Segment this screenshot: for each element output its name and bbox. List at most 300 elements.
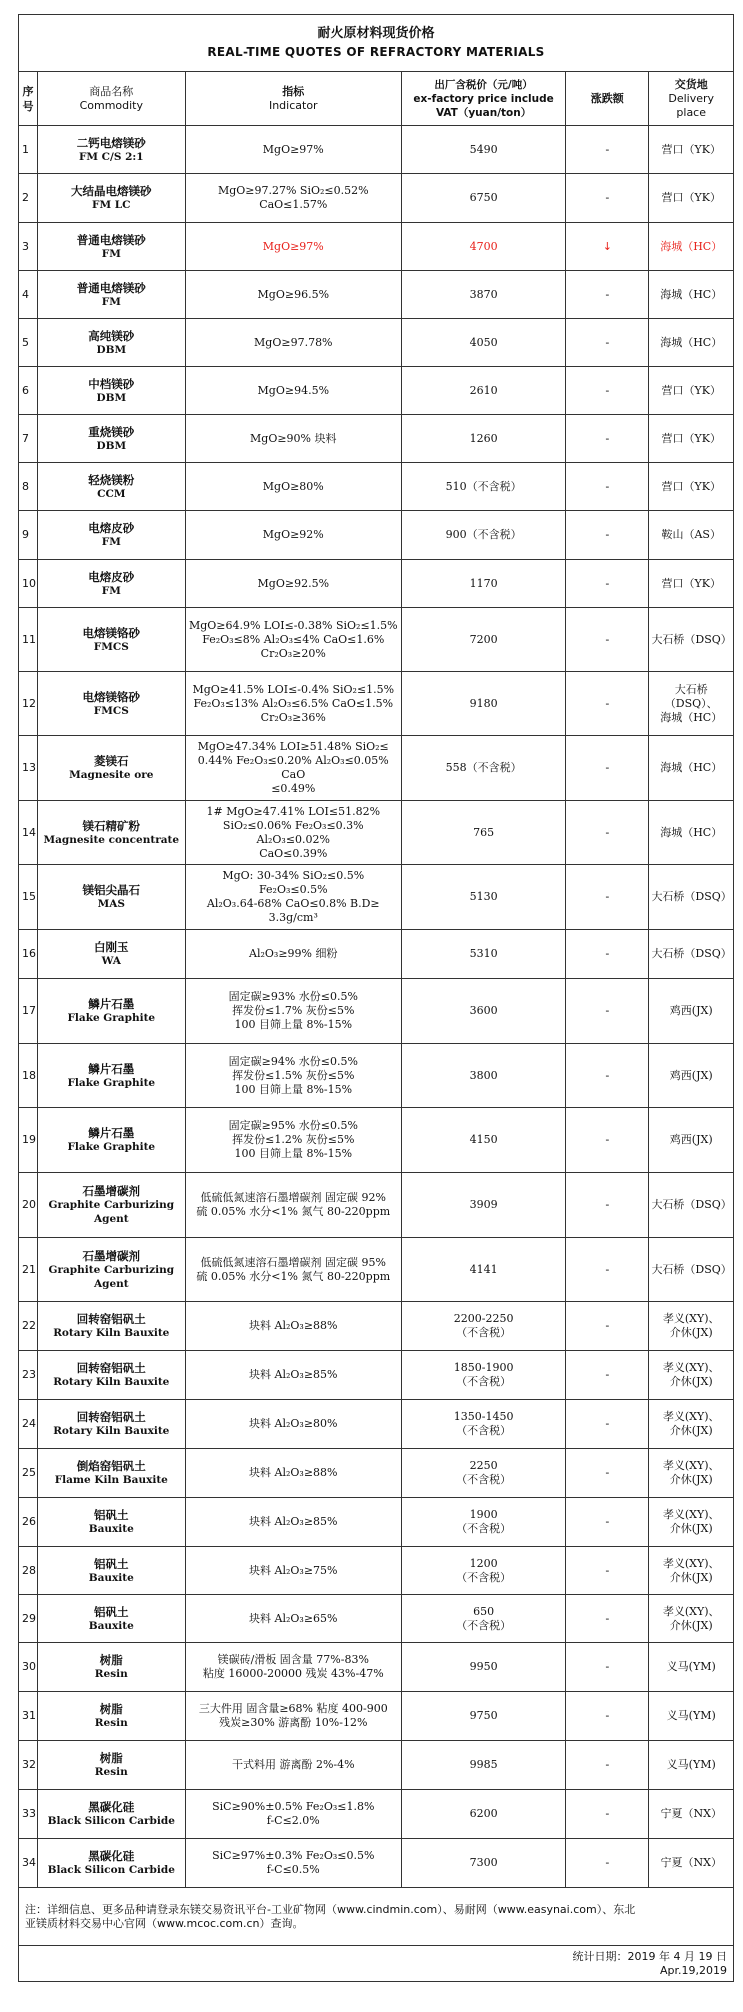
indicator-cell bbox=[185, 463, 401, 511]
row-number-text: 21 bbox=[22, 1262, 36, 1276]
table-row bbox=[19, 367, 734, 415]
change-cell bbox=[566, 560, 649, 608]
note bbox=[19, 1888, 734, 1946]
table-row bbox=[19, 174, 734, 223]
delivery-place-cell bbox=[649, 1790, 734, 1839]
indicator-line: 块料 Al₂O₃≥85% bbox=[249, 1368, 338, 1381]
row-number-text: 31 bbox=[22, 1709, 36, 1722]
table-row bbox=[19, 1044, 734, 1108]
price-line: 1200 bbox=[469, 1556, 498, 1570]
price-cell bbox=[402, 1173, 566, 1238]
table-row bbox=[19, 1790, 734, 1839]
commodity-cn: 二钙电熔镁砂 bbox=[76, 135, 146, 150]
commodity-cn: 高纯镁砂 bbox=[88, 328, 135, 343]
table-row bbox=[19, 930, 734, 979]
change-cell bbox=[566, 463, 649, 511]
change-value: - bbox=[605, 287, 610, 301]
commodity-cn: 鳞片石墨 bbox=[88, 1061, 135, 1076]
row-number bbox=[19, 367, 38, 415]
change-value: - bbox=[605, 1611, 610, 1625]
row-number bbox=[19, 1173, 38, 1238]
price-cell bbox=[402, 979, 566, 1044]
row-number bbox=[19, 930, 38, 979]
row-number bbox=[19, 1351, 38, 1400]
commodity-en: Bauxite bbox=[88, 1523, 134, 1535]
price-line: （不含税） bbox=[456, 1473, 512, 1486]
change-cell bbox=[566, 174, 649, 223]
commodity-cell bbox=[38, 672, 186, 736]
row-number bbox=[19, 1790, 38, 1839]
delivery-place-line: 大石桥（DSQ） bbox=[651, 947, 732, 960]
commodity-en: Resin bbox=[94, 1717, 128, 1729]
row-number bbox=[19, 979, 38, 1044]
commodity-cn: 镁铝尖晶石 bbox=[82, 883, 141, 897]
change-value: - bbox=[605, 142, 610, 156]
table-title bbox=[19, 15, 734, 72]
commodity-en: DBM bbox=[96, 343, 127, 356]
price-cell bbox=[402, 801, 566, 865]
header-change bbox=[566, 72, 649, 126]
table-row bbox=[19, 223, 734, 271]
indicator-cell bbox=[185, 271, 401, 319]
row-number-text: 34 bbox=[22, 1856, 36, 1869]
price-cell bbox=[402, 367, 566, 415]
row-number-text: 33 bbox=[22, 1807, 36, 1820]
price-line: （不含税） bbox=[456, 1522, 512, 1535]
delivery-place-cell bbox=[649, 1595, 734, 1643]
price-cell bbox=[402, 560, 566, 608]
delivery-place-line: 孝义(XY)、 bbox=[662, 1410, 720, 1423]
price-cell bbox=[402, 463, 566, 511]
price-cell bbox=[402, 1595, 566, 1643]
delivery-place-line: 介休(JX) bbox=[669, 1522, 713, 1535]
commodity-en: Flame Kiln Bauxite bbox=[54, 1474, 168, 1486]
delivery-place-line: 大石桥（DSQ） bbox=[651, 890, 732, 903]
commodity-cell bbox=[38, 1449, 186, 1498]
indicator-cell bbox=[185, 1044, 401, 1108]
indicator-cell bbox=[185, 1108, 401, 1173]
change-value: - bbox=[605, 1068, 610, 1082]
row-number bbox=[19, 1108, 38, 1173]
indicator-line: MgO≥96.5% bbox=[257, 287, 330, 301]
commodity-cell bbox=[38, 1400, 186, 1449]
price-cell bbox=[402, 174, 566, 223]
row-number-text: 10 bbox=[22, 576, 36, 590]
commodity-cell bbox=[38, 930, 186, 979]
delivery-place-line: 海城（HC） bbox=[660, 761, 723, 774]
change-value: - bbox=[605, 479, 610, 493]
indicator-cell bbox=[185, 608, 401, 672]
change-cell bbox=[566, 736, 649, 801]
row-number bbox=[19, 174, 38, 223]
indicator-cell bbox=[185, 1547, 401, 1595]
row-number bbox=[19, 463, 38, 511]
table-body bbox=[19, 126, 734, 1888]
table-row bbox=[19, 463, 734, 511]
price-line: 650 bbox=[473, 1604, 495, 1618]
commodity-cell bbox=[38, 1692, 186, 1741]
change-cell bbox=[566, 1498, 649, 1547]
commodity-cell bbox=[38, 463, 186, 511]
row-number-text: 26 bbox=[22, 1515, 36, 1528]
table-row bbox=[19, 1238, 734, 1302]
table-row bbox=[19, 1449, 734, 1498]
commodity-en: CCM bbox=[97, 487, 126, 500]
indicator-line: 低硫低氮速溶石墨增碳剂 固定碳 92% bbox=[200, 1191, 386, 1204]
indicator-line: MgO≥47.34% LOI≥51.48% SiO₂≤ bbox=[197, 740, 389, 753]
table-row bbox=[19, 1839, 734, 1888]
commodity-cell bbox=[38, 1643, 186, 1692]
change-value: - bbox=[605, 632, 610, 646]
row-number bbox=[19, 319, 38, 367]
change-cell bbox=[566, 1839, 649, 1888]
change-cell bbox=[566, 319, 649, 367]
change-cell bbox=[566, 415, 649, 463]
indicator-line: CaO≤0.39% bbox=[259, 846, 328, 860]
row-number bbox=[19, 1547, 38, 1595]
price-cell bbox=[402, 1839, 566, 1888]
delivery-place-line: 宁夏（NX） bbox=[660, 1856, 722, 1869]
indicator-line: SiC≥90%±0.5% Fe₂O₃≤1.8% bbox=[212, 1800, 375, 1813]
table-row bbox=[19, 672, 734, 736]
price-cell bbox=[402, 1400, 566, 1449]
commodity-cn: 铝矾土 bbox=[94, 1508, 129, 1522]
commodity-cell bbox=[38, 367, 186, 415]
delivery-place-cell bbox=[649, 223, 734, 271]
row-number bbox=[19, 271, 38, 319]
delivery-place-line: 鸡西(JX) bbox=[669, 1068, 713, 1082]
row-number-text: 6 bbox=[22, 383, 29, 397]
commodity-cn: 普通电熔镁砂 bbox=[76, 280, 146, 295]
row-number bbox=[19, 1643, 38, 1692]
row-number bbox=[19, 223, 38, 271]
commodity-cn: 树脂 bbox=[99, 1653, 123, 1667]
change-value: - bbox=[605, 1466, 610, 1479]
indicator-line: 块料 Al₂O₃≥88% bbox=[249, 1319, 338, 1332]
indicator-line: 粘度 16000-20000 残炭 43%-47% bbox=[202, 1667, 384, 1680]
row-number-text: 32 bbox=[22, 1758, 36, 1771]
delivery-place-line: 宁夏（NX） bbox=[660, 1807, 722, 1820]
commodity-cell bbox=[38, 126, 186, 174]
commodity-cell bbox=[38, 223, 186, 271]
indicator-line: 挥发份≤1.5% 灰份≤5% bbox=[232, 1068, 355, 1082]
delivery-place-line: 鸡西(JX) bbox=[669, 1133, 713, 1146]
price-line: 558（不含税） bbox=[445, 761, 522, 774]
delivery-place-cell bbox=[649, 979, 734, 1044]
delivery-place-line: 孝义(XY)、 bbox=[662, 1604, 720, 1618]
price-cell bbox=[402, 319, 566, 367]
delivery-place-line: 介休(JX) bbox=[669, 1473, 713, 1486]
table-row bbox=[19, 319, 734, 367]
indicator-line: ≤0.49% bbox=[271, 782, 316, 795]
delivery-place-line: 介休(JX) bbox=[669, 1424, 713, 1437]
change-cell bbox=[566, 1302, 649, 1351]
commodity-en: Magnesite ore bbox=[69, 769, 154, 781]
change-value: - bbox=[605, 1417, 610, 1430]
header-change-cn: 涨跌额 bbox=[590, 91, 624, 105]
delivery-place-cell bbox=[649, 1839, 734, 1888]
change-cell bbox=[566, 979, 649, 1044]
change-value: - bbox=[605, 431, 610, 445]
row-number-text: 24 bbox=[22, 1417, 36, 1430]
row-number bbox=[19, 511, 38, 560]
delivery-place-cell bbox=[649, 1547, 734, 1595]
commodity-cn: 电熔镁铬砂 bbox=[82, 689, 141, 704]
commodity-cn: 黑碳化硅 bbox=[88, 1800, 135, 1814]
commodity-cn: 电熔镁铬砂 bbox=[82, 625, 141, 640]
price-cell bbox=[402, 1643, 566, 1692]
row-number-text: 4 bbox=[22, 287, 29, 301]
indicator-cell bbox=[185, 1643, 401, 1692]
row-number-text: 1 bbox=[22, 142, 29, 156]
price-line: 5130 bbox=[469, 890, 498, 903]
row-number bbox=[19, 1302, 38, 1351]
price-line: 3600 bbox=[469, 1004, 498, 1017]
row-number-text: 7 bbox=[22, 431, 29, 445]
indicator-line: 固定碳≥95% 水份≤0.5% bbox=[228, 1119, 358, 1132]
table-row bbox=[19, 1741, 734, 1790]
header-price-cn: 出厂含税价（元/吨） bbox=[434, 78, 533, 91]
indicator-line: Al₂O₃≥99% 细粉 bbox=[249, 947, 338, 960]
commodity-cell bbox=[38, 1044, 186, 1108]
commodity-cn: 白刚玉 bbox=[94, 940, 129, 954]
delivery-place-line: 孝义(XY)、 bbox=[662, 1556, 720, 1570]
price-line: 1850-1900 bbox=[453, 1361, 514, 1374]
change-cell bbox=[566, 1692, 649, 1741]
indicator-cell bbox=[185, 1595, 401, 1643]
row-number-text: 20 bbox=[22, 1198, 36, 1211]
delivery-place-cell bbox=[649, 367, 734, 415]
commodity-cell bbox=[38, 1238, 186, 1302]
table-row bbox=[19, 1173, 734, 1238]
commodity-en: Graphite Carburizing Agent bbox=[48, 1199, 175, 1225]
change-value: - bbox=[605, 1807, 610, 1820]
title-en: REAL-TIME QUOTES OF REFRACTORY MATERIALS bbox=[207, 45, 545, 59]
commodity-en: Bauxite bbox=[88, 1619, 134, 1632]
header-place-en1: Delivery bbox=[668, 91, 715, 105]
price-cell bbox=[402, 415, 566, 463]
indicator-line: SiC≥97%±0.3% Fe₂O₃≤0.5% bbox=[212, 1849, 375, 1862]
commodity-cn: 树脂 bbox=[99, 1751, 123, 1765]
row-number bbox=[19, 1044, 38, 1108]
delivery-place-line: 介休(JX) bbox=[669, 1618, 713, 1632]
delivery-place-line: 孝义(XY)、 bbox=[662, 1312, 720, 1325]
commodity-cn: 中档镁砂 bbox=[88, 376, 135, 391]
row-number-text: 8 bbox=[22, 479, 29, 493]
delivery-place-line: 海城（HC） bbox=[660, 239, 723, 253]
delivery-place-cell bbox=[649, 1400, 734, 1449]
commodity-en: Resin bbox=[94, 1668, 128, 1680]
row-number-text: 19 bbox=[22, 1133, 36, 1146]
price-cell bbox=[402, 865, 566, 930]
indicator-line: MgO≥41.5% LOI≤-0.4% SiO₂≤1.5% bbox=[192, 682, 395, 696]
change-value: - bbox=[605, 1262, 610, 1276]
commodity-cell bbox=[38, 1173, 186, 1238]
commodity-cn: 镁石精矿粉 bbox=[82, 818, 141, 833]
table-row bbox=[19, 1595, 734, 1643]
title-cn: 耐火原材料现货价格 bbox=[317, 26, 435, 41]
commodity-en: Resin bbox=[94, 1766, 128, 1778]
row-number bbox=[19, 1595, 38, 1643]
commodity-cn: 鳞片石墨 bbox=[88, 997, 135, 1011]
indicator-line: f-C≤2.0% bbox=[266, 1814, 320, 1827]
indicator-line: 硫 0.05% 水分<1% 氮气 80-220ppm bbox=[196, 1269, 391, 1283]
table-row bbox=[19, 608, 734, 672]
delivery-place-cell bbox=[649, 271, 734, 319]
price-line: 7200 bbox=[469, 632, 498, 646]
commodity-en: Flake Graphite bbox=[67, 1141, 156, 1153]
indicator-line: MgO≥92.5% bbox=[257, 576, 330, 590]
price-line: （不含税） bbox=[456, 1618, 512, 1632]
indicator-line: Fe₂O₃≤13% Al₂O₃≤6.5% CaO≤1.5% bbox=[193, 696, 394, 710]
delivery-place-line: 大石桥（DSQ） bbox=[651, 1198, 732, 1211]
delivery-place-line: 营口（YK） bbox=[661, 191, 721, 204]
price-line: 4150 bbox=[469, 1133, 498, 1146]
indicator-line: 低硫低氮速溶石墨增碳剂 固定碳 95% bbox=[200, 1255, 386, 1269]
change-value: - bbox=[605, 890, 610, 903]
price-line: （不含税） bbox=[456, 1424, 512, 1437]
change-cell bbox=[566, 1400, 649, 1449]
row-number bbox=[19, 1400, 38, 1449]
commodity-en: FM bbox=[101, 295, 121, 308]
indicator-line: MgO≥97.27% SiO₂≤0.52% CaO≤1.57% bbox=[217, 184, 369, 211]
delivery-place-line: 营口（YK） bbox=[661, 479, 721, 493]
row-number bbox=[19, 736, 38, 801]
row-number-text: 9 bbox=[22, 528, 29, 541]
price-line: 5310 bbox=[469, 947, 498, 960]
indicator-cell bbox=[185, 415, 401, 463]
change-cell bbox=[566, 1449, 649, 1498]
commodity-cell bbox=[38, 560, 186, 608]
price-line: 9180 bbox=[469, 696, 498, 710]
price-line: 1900 bbox=[469, 1508, 498, 1521]
delivery-place-line: 孝义(XY)、 bbox=[662, 1508, 720, 1521]
table-row bbox=[19, 1692, 734, 1741]
commodity-cell bbox=[38, 1741, 186, 1790]
header-commodity bbox=[38, 72, 186, 126]
delivery-place-line: 营口（YK） bbox=[661, 431, 721, 445]
indicator-cell bbox=[185, 736, 401, 801]
delivery-place-line: 大石桥（DSQ）、 bbox=[664, 682, 718, 710]
change-cell bbox=[566, 672, 649, 736]
note-line-2: 亚镁质材料交易中心官网（www.mcoc.com.cn）查询。 bbox=[25, 1916, 304, 1930]
row-number-text: 16 bbox=[22, 947, 36, 960]
row-number-text: 25 bbox=[22, 1466, 36, 1479]
header-indicator-cn: 指标 bbox=[282, 84, 305, 98]
commodity-en: FMCS bbox=[93, 640, 129, 653]
commodity-en: FM bbox=[101, 247, 121, 260]
delivery-place-cell bbox=[649, 1108, 734, 1173]
header-place-en2: place bbox=[676, 105, 707, 119]
commodity-cell bbox=[38, 174, 186, 223]
table-row bbox=[19, 865, 734, 930]
indicator-line: f-C≤0.5% bbox=[266, 1863, 320, 1876]
indicator-line: 块料 Al₂O₃≥88% bbox=[249, 1466, 338, 1479]
commodity-en: Rotary Kiln Bauxite bbox=[53, 1376, 170, 1388]
change-cell bbox=[566, 865, 649, 930]
delivery-place-line: 义马(YM) bbox=[666, 1709, 716, 1722]
change-value: - bbox=[605, 1133, 610, 1146]
commodity-cell bbox=[38, 1302, 186, 1351]
price-line: 3870 bbox=[469, 287, 498, 301]
change-value: - bbox=[605, 1004, 610, 1017]
indicator-line: Al₂O₃.64-68% CaO≤0.8% B.D≥ bbox=[206, 897, 380, 910]
commodity-en: DBM bbox=[96, 439, 127, 452]
indicator-line: MgO≥97% bbox=[262, 142, 324, 156]
price-line: （不含税） bbox=[456, 1570, 512, 1584]
commodity-en: WA bbox=[101, 955, 121, 967]
delivery-place-line: 义马(YM) bbox=[666, 1660, 716, 1673]
change-value: - bbox=[605, 1368, 610, 1381]
indicator-line: 块料 Al₂O₃≥80% bbox=[249, 1417, 338, 1430]
indicator-cell bbox=[185, 319, 401, 367]
row-number-text: 3 bbox=[22, 239, 29, 253]
delivery-place-cell bbox=[649, 930, 734, 979]
delivery-place-cell bbox=[649, 1692, 734, 1741]
commodity-cell bbox=[38, 415, 186, 463]
commodity-cn: 菱镁石 bbox=[94, 754, 129, 768]
commodity-cell bbox=[38, 511, 186, 560]
change-value: - bbox=[605, 1856, 610, 1869]
commodity-cell bbox=[38, 1839, 186, 1888]
indicator-line: MgO≥90% 块料 bbox=[250, 431, 337, 445]
indicator-cell bbox=[185, 367, 401, 415]
commodity-cell bbox=[38, 801, 186, 865]
indicator-cell bbox=[185, 865, 401, 930]
delivery-place-line: 海城（HC） bbox=[660, 710, 723, 724]
table-row bbox=[19, 1108, 734, 1173]
indicator-line: 块料 Al₂O₃≥85% bbox=[249, 1515, 338, 1528]
indicator-line: 干式料用 游离酚 2%-4% bbox=[231, 1758, 355, 1771]
row-number-text: 2 bbox=[22, 191, 29, 204]
delivery-place-line: 介休(JX) bbox=[669, 1326, 713, 1339]
commodity-cell bbox=[38, 319, 186, 367]
commodity-en: FM bbox=[101, 584, 121, 597]
price-cell bbox=[402, 1692, 566, 1741]
indicator-line: 固定碳≥93% 水份≤0.5% bbox=[228, 990, 358, 1003]
price-line: 6750 bbox=[469, 191, 498, 204]
change-cell bbox=[566, 511, 649, 560]
commodity-en: Black Silicon Carbide bbox=[47, 1864, 175, 1876]
price-line: 4700 bbox=[469, 239, 498, 253]
commodity-cell bbox=[38, 1108, 186, 1173]
change-value: - bbox=[605, 528, 610, 541]
row-number-text: 23 bbox=[22, 1368, 36, 1381]
delivery-place-cell bbox=[649, 801, 734, 865]
commodity-cn: 石墨增碳剂 bbox=[82, 1184, 141, 1198]
commodity-cell bbox=[38, 1351, 186, 1400]
indicator-line: 100 目筛上量 8%-15% bbox=[234, 1018, 353, 1031]
delivery-place-cell bbox=[649, 511, 734, 560]
commodity-en: FM C/S 2:1 bbox=[78, 150, 144, 163]
change-cell bbox=[566, 1173, 649, 1238]
commodity-en: FM bbox=[101, 536, 121, 548]
commodity-en: FMCS bbox=[93, 704, 129, 717]
indicator-line: Cr₂O₃≥36% bbox=[260, 710, 326, 724]
price-line: 2610 bbox=[469, 383, 498, 397]
indicator-cell bbox=[185, 1741, 401, 1790]
delivery-place-cell bbox=[649, 1044, 734, 1108]
price-line: 9750 bbox=[469, 1709, 498, 1722]
header-no bbox=[19, 72, 38, 126]
delivery-place-line: 鞍山（AS） bbox=[661, 528, 721, 541]
price-line: 2250 bbox=[469, 1459, 498, 1472]
price-line: 4050 bbox=[469, 335, 498, 349]
delivery-place-cell bbox=[649, 319, 734, 367]
change-cell bbox=[566, 1044, 649, 1108]
indicator-line: 挥发份≤1.7% 灰份≤5% bbox=[232, 1004, 355, 1017]
change-cell bbox=[566, 801, 649, 865]
